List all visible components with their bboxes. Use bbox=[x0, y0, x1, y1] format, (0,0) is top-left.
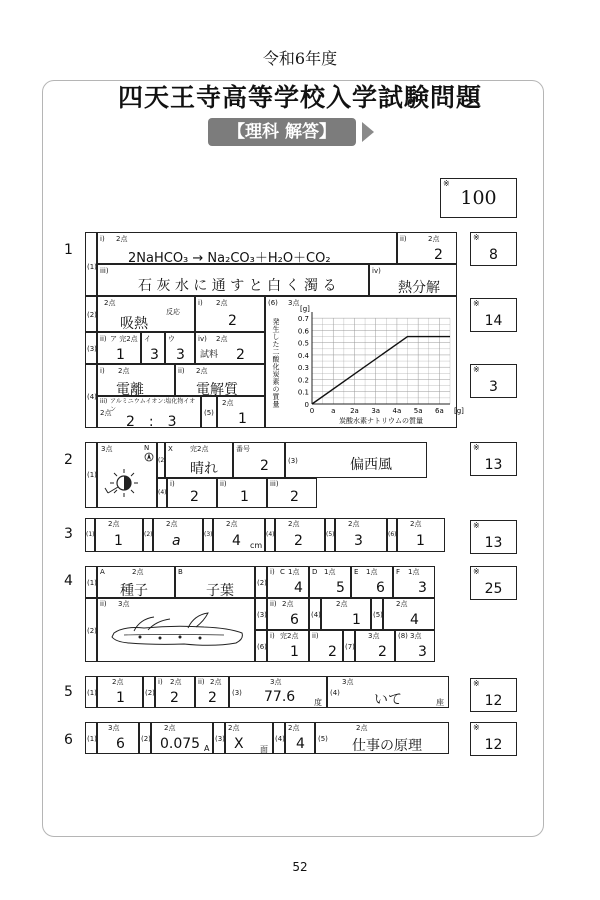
q4-1b-cell: B 子葉 bbox=[175, 566, 255, 598]
q4-part3-label: (3) bbox=[255, 598, 267, 630]
q1-3a-answer: 1 bbox=[116, 347, 125, 363]
q4-6i-cell: i) 完2点 1 bbox=[267, 630, 309, 662]
q5-1-answer: 1 bbox=[116, 690, 125, 706]
q5-part1-label: (1) bbox=[85, 676, 97, 708]
q4-2e-answer: 6 bbox=[376, 580, 385, 596]
q4-7-answer: 2 bbox=[378, 644, 387, 660]
exam-year: 令和6年度 bbox=[262, 49, 338, 68]
q1-score-a: ※ 8 bbox=[470, 232, 517, 266]
q1-4ii-cell: ii) 2点 電解質 bbox=[175, 364, 265, 396]
x-tick-label: 4a bbox=[392, 407, 402, 415]
q6-5-answer: 仕事の原理 bbox=[352, 738, 422, 754]
q6-4-cell: 2点 4 bbox=[285, 722, 315, 754]
y-tick-label: 0.3 bbox=[297, 364, 309, 373]
q3-part-label: (1) bbox=[85, 518, 95, 552]
q4-2f-cell: F 1点 3 bbox=[393, 566, 435, 598]
q2-4iii-answer: 2 bbox=[290, 489, 299, 505]
q1-2-cell: 2点 反応 吸熱 bbox=[97, 296, 195, 332]
q1-part1-label: (1) bbox=[85, 232, 97, 296]
q4-part2-label: (2) bbox=[255, 566, 267, 598]
q3-answer: 3 bbox=[354, 533, 363, 549]
q4-2d-answer: 5 bbox=[336, 580, 345, 596]
q4-8-answer: 3 bbox=[418, 644, 427, 660]
q1-4ii-answer: 電解質 bbox=[196, 382, 238, 398]
q6-1-cell: 3点 6 bbox=[97, 722, 139, 754]
q1-4iii-answer: 2 : 3 bbox=[126, 414, 177, 430]
q3-answer: a bbox=[172, 533, 181, 549]
q1-1i-answer: 2NaHCO₃ → Na₂CO₃＋H₂O＋CO₂ bbox=[128, 251, 331, 266]
q1-3a-cell: ii) ア 完2点 1 bbox=[97, 332, 141, 364]
q4-5-cell: 2点 4 bbox=[383, 598, 435, 630]
q1-3i-answer: 3 bbox=[150, 347, 159, 363]
q1-part5-label: (5) bbox=[201, 396, 217, 428]
q4-5-answer: 4 bbox=[410, 612, 419, 628]
q6-score: ※ 12 bbox=[470, 722, 517, 756]
q3-part-label: (3) bbox=[203, 518, 213, 552]
q4-1b-answer: 子葉 bbox=[206, 583, 234, 599]
q4-6ii-answer: 2 bbox=[328, 644, 337, 660]
q5-4-cell: (4) 3点 いて 座 bbox=[327, 676, 449, 708]
x-tick-label: 5a bbox=[413, 407, 423, 415]
q4-part4-label: (4) bbox=[309, 598, 321, 630]
q5-2ii-answer: 2 bbox=[208, 690, 217, 706]
question-number-3: 3 bbox=[64, 526, 73, 542]
q4-2f-answer: 3 bbox=[418, 580, 427, 596]
q2-score: ※ 13 bbox=[470, 442, 517, 476]
question-number-2: 2 bbox=[64, 452, 73, 468]
q2-4ii-answer: 1 bbox=[240, 489, 249, 505]
q2-4iii-cell: iii) 2 bbox=[267, 478, 317, 508]
q1-1ii-answer: 2 bbox=[434, 247, 443, 263]
page-number: 52 bbox=[292, 860, 308, 874]
q3-answer-cell: 2点 1 bbox=[397, 518, 445, 552]
q3-answer-cell: 2点 3 bbox=[335, 518, 387, 552]
q4-4-answer: 1 bbox=[352, 612, 361, 628]
q4-part7-label: (7) bbox=[343, 630, 355, 662]
q4-1a-cell: A 2点 種子 bbox=[97, 566, 175, 598]
total-score-box bbox=[440, 178, 517, 218]
q1-score-c: ※ 3 bbox=[470, 364, 517, 398]
q1-part3-label: (3) bbox=[85, 332, 97, 364]
q1-1iii-cell: iii) 石 灰 水 に 通 す と 白 く 濁 る bbox=[97, 264, 369, 296]
y-tick-label: 0.5 bbox=[297, 339, 309, 348]
q3-score: ※ 13 bbox=[470, 520, 517, 554]
q2-part4-label: (4) bbox=[157, 478, 167, 508]
q1-graph-cell: (6) 3点 bbox=[265, 296, 457, 428]
q2-2num-cell: 番号 2 bbox=[233, 442, 285, 478]
q1-4i-cell: i) 2点 電離 bbox=[97, 364, 175, 396]
q3-answer: 1 bbox=[114, 533, 123, 549]
q3-part-label: (5) bbox=[325, 518, 335, 552]
seedling-drawing-icon bbox=[104, 609, 250, 659]
q6-1-answer: 6 bbox=[116, 736, 125, 752]
q1-2-answer: 吸熱 bbox=[120, 316, 148, 332]
q1-3iv-cell: iv) 2点 試料 2 bbox=[195, 332, 265, 364]
q1-3u-answer: 3 bbox=[176, 347, 185, 363]
q2-4i-cell: i) 2 bbox=[167, 478, 217, 508]
q3-part-label: (4) bbox=[265, 518, 275, 552]
q2-2x-answer: 晴れ bbox=[190, 461, 218, 477]
q6-2-answer: 0.075 bbox=[160, 736, 201, 752]
q1-2i-answer: 2 bbox=[228, 313, 237, 329]
q1-1iv-cell: iv) 熱分解 bbox=[369, 264, 457, 296]
q4-3ii-answer: 6 bbox=[290, 612, 299, 628]
x-tick-label: 2a bbox=[350, 407, 359, 415]
q2-part1-label: (1) bbox=[85, 442, 97, 508]
q1-3iv-answer: 2 bbox=[236, 347, 245, 363]
q1-2i-cell: i) 2点 2 bbox=[195, 296, 265, 332]
q1-3i-cell: イ 3 bbox=[141, 332, 165, 364]
q1-5-answer: 1 bbox=[238, 411, 247, 427]
q4-1a-answer: 種子 bbox=[120, 583, 148, 599]
q6-2-cell: 2点 0.075 A bbox=[151, 722, 213, 754]
y-tick-label: 0.4 bbox=[297, 351, 309, 360]
q6-part3-label: (3) bbox=[213, 722, 225, 754]
q6-5-cell: (5) 2点 仕事の原理 bbox=[315, 722, 449, 754]
q4-drawing-cell: ii) 3点 bbox=[97, 598, 255, 662]
x-axis-label: 炭酸水素ナトリウムの質量 bbox=[339, 417, 423, 425]
weather-symbol-icon bbox=[100, 449, 156, 505]
q1-part4-label: (4) bbox=[85, 364, 97, 428]
q5-score: ※ 12 bbox=[470, 678, 517, 712]
q1-part2-label: (2) bbox=[85, 296, 97, 332]
mark-symbol: ※ bbox=[443, 179, 450, 188]
q5-1-cell: 2点 1 bbox=[97, 676, 143, 708]
q6-part4-label: (4) bbox=[273, 722, 285, 754]
q1-1iv-answer: 熱分解 bbox=[398, 280, 440, 296]
q4-part5-label: (5) bbox=[371, 598, 383, 630]
q6-part1-label: (1) bbox=[85, 722, 97, 754]
q1-4iii-cell: iii) アルミニウムイオン:塩化物イオン 2点 2 : 3 bbox=[97, 396, 201, 428]
q2-2num-answer: 2 bbox=[260, 458, 269, 474]
y-axis-label: 発生した二酸化炭素の質量 bbox=[272, 318, 280, 408]
q4-8-cell: (8) 3点 3 bbox=[395, 630, 435, 662]
x-tick-label: 0 bbox=[309, 407, 315, 415]
q3-part-label: (6) bbox=[387, 518, 397, 552]
q3-answer-cell: 2点 4 cm bbox=[213, 518, 265, 552]
q1-4i-answer: 電離 bbox=[116, 382, 144, 398]
q4-part6-label: (6) bbox=[255, 630, 267, 662]
q6-3-cell: 2点 X 面 bbox=[225, 722, 273, 754]
q4-7-cell: 3点 2 bbox=[355, 630, 395, 662]
q3-answer-cell: 2点 1 bbox=[95, 518, 143, 552]
q2-weather-symbol-cell: 3点 N bbox=[97, 442, 157, 508]
q5-2i-answer: 2 bbox=[170, 690, 179, 706]
q1-1iii-answer: 石 灰 水 に 通 す と 白 く 濁 る bbox=[138, 278, 337, 294]
q4-score: ※ 25 bbox=[470, 566, 517, 600]
q3-part-label: (2) bbox=[143, 518, 153, 552]
q3-row bbox=[85, 518, 457, 552]
q6-3-answer: X bbox=[234, 736, 244, 752]
series-line-CO2 bbox=[312, 337, 450, 404]
q4-4-cell: 2点 1 bbox=[321, 598, 371, 630]
q1-5-cell: 2点 1 bbox=[217, 396, 265, 428]
q4-3ii-cell: ii) 2点 6 bbox=[267, 598, 309, 630]
q3-answer: 4 bbox=[232, 533, 241, 549]
q3-answer: 2 bbox=[294, 533, 303, 549]
q6-part2-label: (2) bbox=[139, 722, 151, 754]
q4-part1-label: (1) bbox=[85, 566, 97, 598]
q4-2c-answer: 4 bbox=[294, 580, 303, 596]
q4-6i-answer: 1 bbox=[290, 644, 299, 660]
q1-3u-cell: ウ 3 bbox=[165, 332, 195, 364]
q5-4-answer: いて bbox=[374, 692, 402, 708]
question-number-6: 6 bbox=[64, 732, 73, 748]
q2-3-cell: (3) 偏西風 bbox=[285, 442, 427, 478]
q2-part2-label: (2) bbox=[157, 442, 165, 478]
co2-mass-chart bbox=[266, 304, 464, 426]
q3-answer-cell: 2点 2 bbox=[275, 518, 325, 552]
y-tick-label: 0.2 bbox=[297, 376, 309, 385]
question-number-1: 1 bbox=[64, 242, 73, 258]
q4-part2b-label: (2) bbox=[85, 598, 97, 662]
q5-2i-cell: i) 2点 2 bbox=[155, 676, 195, 708]
q4-2d-cell: D 1点 5 bbox=[309, 566, 351, 598]
q5-part2-label: (2) bbox=[143, 676, 155, 708]
q1-1ii-cell: ii) 2点 2 bbox=[397, 232, 457, 264]
y-tick-label: 0.1 bbox=[297, 388, 309, 397]
q2-3-answer: 偏西風 bbox=[350, 457, 392, 473]
subject-banner: 【理科 解答】 bbox=[208, 118, 356, 146]
q3-answer-cell: 2点 a bbox=[153, 518, 203, 552]
q2-4ii-cell: ii) 1 bbox=[217, 478, 267, 508]
q4-2c-cell: i) C 1点 4 bbox=[267, 566, 309, 598]
q5-3-answer: 77.6 bbox=[264, 689, 296, 705]
q4-2e-cell: E 1点 6 bbox=[351, 566, 393, 598]
x-tick-label: 6a bbox=[435, 407, 444, 415]
page-title: 四天王寺高等学校入学試験問題 bbox=[117, 83, 482, 112]
y-unit-label: [g] bbox=[300, 305, 310, 313]
q2-4i-answer: 2 bbox=[190, 489, 199, 505]
x-unit-label: [g] bbox=[454, 407, 464, 415]
total-score: 100 bbox=[460, 187, 497, 209]
y-tick-label: 0 bbox=[304, 401, 309, 409]
q1-1i-cell: i) 2点 2NaHCO₃ → Na₂CO₃＋H₂O＋CO₂ bbox=[97, 232, 397, 264]
question-number-5: 5 bbox=[64, 684, 73, 700]
y-tick-label: 0.7 bbox=[297, 315, 309, 324]
y-tick-label: 0.6 bbox=[297, 327, 309, 336]
x-tick-label: 3a bbox=[371, 407, 381, 415]
q5-3-cell: (3) 3点 77.6 度 bbox=[229, 676, 327, 708]
question-number-4: 4 bbox=[64, 573, 73, 589]
q2-2x-cell: X 完2点 晴れ bbox=[165, 442, 233, 478]
q4-6ii-cell: ii) 2 bbox=[309, 630, 343, 662]
x-tick-label: a bbox=[331, 407, 336, 415]
q6-4-answer: 4 bbox=[296, 736, 305, 752]
q1-score-b: ※ 14 bbox=[470, 298, 517, 332]
q3-answer: 1 bbox=[416, 533, 425, 549]
q5-2ii-cell: ii) 2点 2 bbox=[195, 676, 229, 708]
